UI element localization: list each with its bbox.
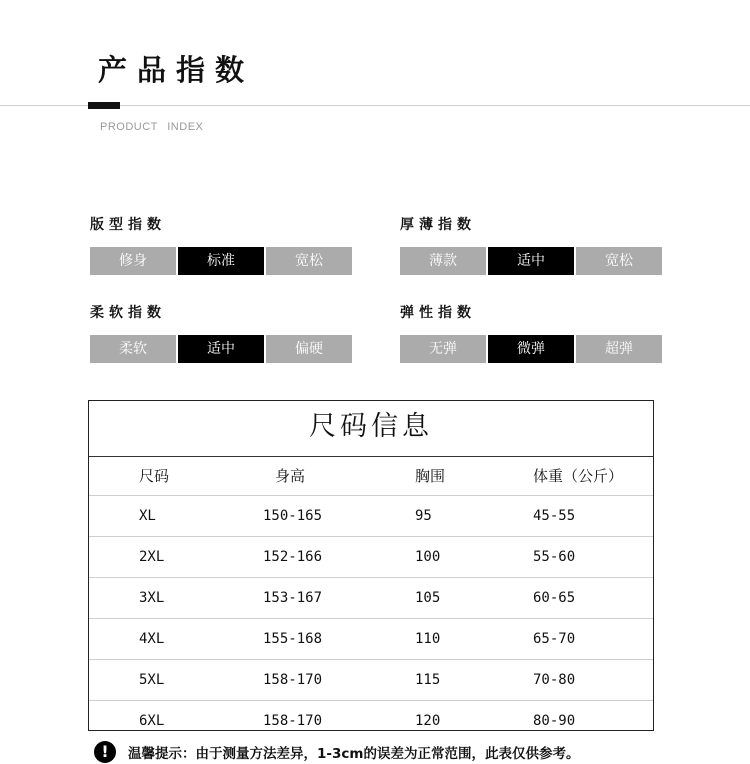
table-cell: 3XL xyxy=(139,590,165,606)
table-cell: 95 xyxy=(415,508,432,524)
page-subtitle: PRODUCT INDEX xyxy=(100,121,204,133)
table-row xyxy=(89,660,653,701)
table-cell: 120 xyxy=(415,713,441,729)
table-cell: 80-90 xyxy=(533,713,576,729)
table-cell: 155-168 xyxy=(263,631,323,647)
index-group-thickness xyxy=(400,214,662,275)
table-cell: 153-167 xyxy=(263,590,323,606)
table-cell: 60-65 xyxy=(533,590,576,606)
table-cell: XL xyxy=(139,508,156,524)
table-header-row xyxy=(89,457,653,496)
table-header-cell: 尺码 xyxy=(139,467,170,485)
index-option: 标准 xyxy=(178,247,264,275)
index-option: 适中 xyxy=(488,247,574,275)
table-cell: 110 xyxy=(415,631,441,647)
notice-text: 温馨提示：由于测量方法差异，1-3cm的误差为正常范围，此表仅供参考。 xyxy=(128,746,580,762)
table-cell: 152-166 xyxy=(263,549,323,565)
index-option: 修身 xyxy=(90,247,176,275)
index-option: 薄款 xyxy=(400,247,486,275)
table-cell: 70-80 xyxy=(533,672,576,688)
table-cell: 100 xyxy=(415,549,441,565)
table-cell: 105 xyxy=(415,590,441,606)
index-group-elasticity xyxy=(400,302,662,363)
index-label: 柔软指数 xyxy=(90,305,166,321)
table-cell: 45-55 xyxy=(533,508,576,524)
index-label: 版型指数 xyxy=(90,217,166,233)
table-cell: 65-70 xyxy=(533,631,576,647)
exclamation-icon: ! xyxy=(94,741,116,763)
table-cell: 55-60 xyxy=(533,549,576,565)
table-cell: 4XL xyxy=(139,631,165,647)
table-cell: 158-170 xyxy=(263,672,323,688)
table-cell: 150-165 xyxy=(263,508,323,524)
index-option: 无弹 xyxy=(400,335,486,363)
table-cell: 2XL xyxy=(139,549,165,565)
title-accent-bar xyxy=(88,102,120,109)
index-group-fit xyxy=(90,214,352,275)
table-row xyxy=(89,537,653,578)
table-row xyxy=(89,496,653,537)
index-option: 偏硬 xyxy=(266,335,352,363)
table-cell: 115 xyxy=(415,672,441,688)
index-group-softness xyxy=(90,302,352,363)
size-table xyxy=(88,400,654,731)
index-option: 微弹 xyxy=(488,335,574,363)
size-notice xyxy=(94,740,579,764)
index-option: 宽松 xyxy=(266,247,352,275)
table-header-cell: 体重（公斤） xyxy=(533,467,624,485)
table-header-cell: 身高 xyxy=(275,467,306,485)
index-option: 适中 xyxy=(178,335,264,363)
index-option: 柔软 xyxy=(90,335,176,363)
index-option: 超弹 xyxy=(576,335,662,363)
table-cell: 158-170 xyxy=(263,713,323,729)
table-header-cell: 胸围 xyxy=(415,467,446,485)
index-option: 宽松 xyxy=(576,247,662,275)
table-row xyxy=(89,701,653,741)
table-cell: 6XL xyxy=(139,713,165,729)
table-row xyxy=(89,619,653,660)
table-cell: 5XL xyxy=(139,672,165,688)
table-row xyxy=(89,578,653,619)
size-table-title: 尺码信息 xyxy=(89,401,653,457)
index-label: 弹性指数 xyxy=(400,305,476,321)
index-label: 厚薄指数 xyxy=(400,217,476,233)
page-title: 产品指数 xyxy=(98,53,255,87)
